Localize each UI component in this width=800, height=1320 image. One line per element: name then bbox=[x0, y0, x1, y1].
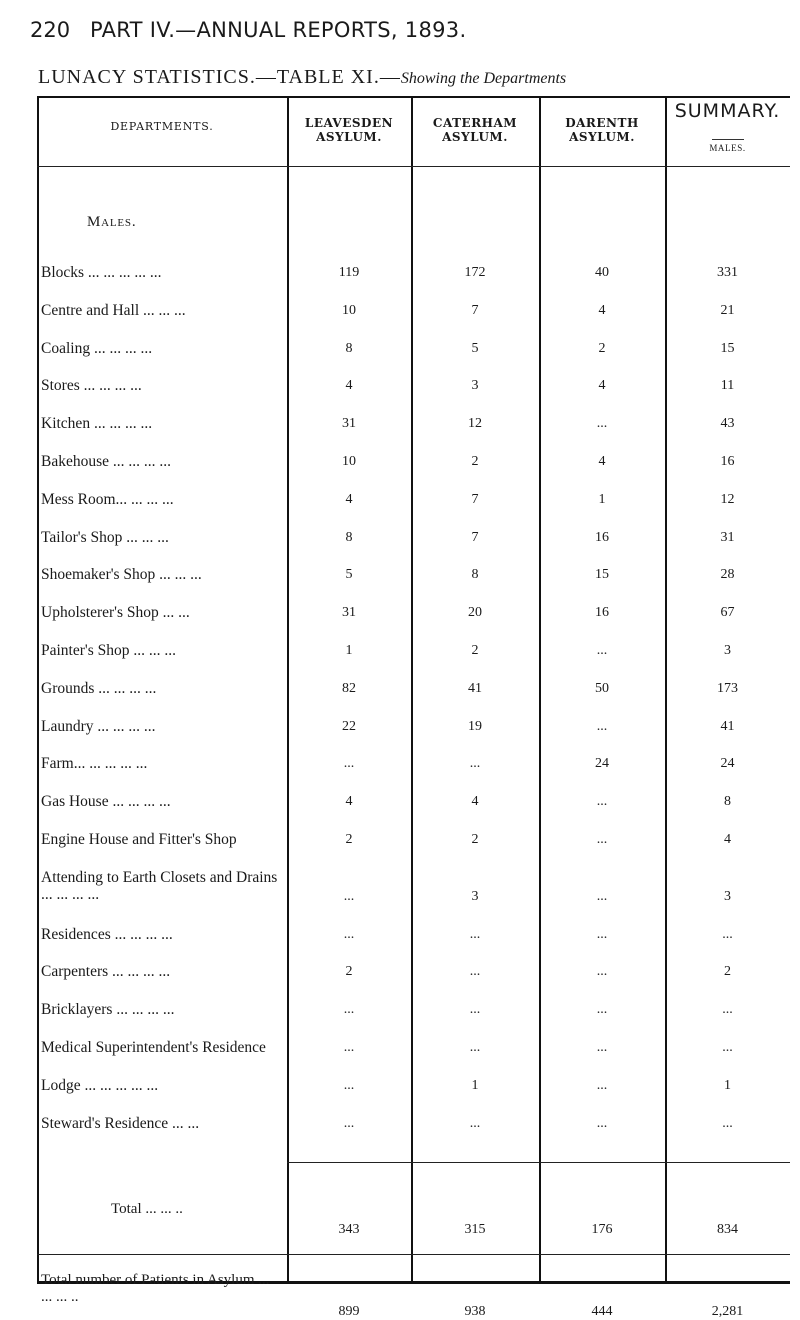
header-caterham bbox=[411, 116, 539, 144]
cell-summary: 16 bbox=[720, 454, 735, 469]
cell-darenth: ... bbox=[596, 416, 608, 432]
table-row bbox=[37, 755, 790, 793]
table-row bbox=[37, 793, 790, 831]
cell-darenth: ... bbox=[596, 718, 608, 734]
cell-summary: ... bbox=[722, 1115, 733, 1131]
total-leavesden: 343 bbox=[338, 1222, 360, 1237]
row-label: Farm... ... ... ... ... bbox=[41, 755, 148, 773]
cell-caterham: 4 bbox=[471, 794, 479, 810]
cell-leavesden: 10 bbox=[342, 302, 356, 318]
cell-caterham: 8 bbox=[471, 567, 479, 583]
row-label: Residences ... ... ... ... bbox=[41, 925, 173, 943]
table-row bbox=[37, 264, 790, 302]
table-subtitle: Showing the Departments bbox=[400, 70, 567, 87]
row-label: Mess Room... ... ... ... bbox=[41, 490, 174, 508]
table-row bbox=[37, 566, 790, 604]
row-label: Centre and Hall ... ... ... bbox=[41, 301, 186, 319]
cell-caterham: ... bbox=[469, 756, 481, 772]
row-label: Shoemaker's Shop ... ... ... bbox=[41, 566, 202, 584]
cell-caterham: ... bbox=[469, 1002, 481, 1018]
row-label: Medical Superintendent's Residence bbox=[41, 1039, 266, 1056]
cell-caterham: 5 bbox=[471, 340, 479, 356]
page-number: 220 bbox=[30, 18, 71, 42]
cell-caterham: 7 bbox=[471, 491, 479, 507]
cell-darenth: 4 bbox=[598, 378, 606, 394]
cell-leavesden: 22 bbox=[342, 718, 356, 734]
cell-summary: 24 bbox=[720, 756, 735, 772]
cell-caterham: ... bbox=[469, 964, 481, 980]
cell-leavesden: 8 bbox=[345, 340, 353, 356]
cell-darenth: 15 bbox=[595, 567, 609, 583]
cell-summary: 31 bbox=[720, 529, 735, 545]
cell-leavesden: 2 bbox=[345, 964, 353, 980]
cell-darenth: 16 bbox=[595, 529, 609, 545]
table-row bbox=[37, 302, 790, 340]
header-departments: DEPARTMENTS. bbox=[110, 120, 214, 133]
cell-leavesden: 31 bbox=[342, 605, 356, 621]
row-label: Coaling ... ... ... ... bbox=[41, 339, 153, 357]
table-row bbox=[37, 1077, 790, 1115]
cell-summary: 12 bbox=[720, 491, 735, 507]
table-top-rule bbox=[37, 96, 790, 98]
table-row bbox=[37, 1115, 790, 1153]
cell-darenth: ... bbox=[596, 888, 608, 904]
cell-caterham: ... bbox=[469, 1040, 481, 1055]
cell-darenth: ... bbox=[596, 1115, 608, 1131]
grand-total-caterham: 938 bbox=[464, 1304, 486, 1319]
cell-leavesden: ... bbox=[343, 1077, 355, 1093]
row-label: Bricklayers ... ... ... ... bbox=[41, 1001, 175, 1019]
section-males: Males. bbox=[87, 214, 137, 230]
cell-darenth: ... bbox=[596, 1002, 608, 1018]
cell-leavesden: 31 bbox=[342, 416, 356, 432]
cell-leavesden: ... bbox=[343, 1115, 355, 1131]
header-summary-sub bbox=[665, 139, 790, 153]
table-row bbox=[37, 415, 790, 453]
header-rule bbox=[37, 166, 790, 167]
row-label: Lodge ... ... ... ... ... bbox=[41, 1076, 159, 1094]
table-row bbox=[37, 831, 790, 869]
cell-summary: 3 bbox=[724, 643, 731, 658]
cell-summary: 21 bbox=[720, 302, 735, 318]
cell-darenth: ... bbox=[596, 794, 608, 810]
table-row bbox=[37, 680, 790, 718]
row-label: Upholsterer's Shop ... ... bbox=[41, 604, 190, 622]
table-row bbox=[37, 963, 790, 1001]
cell-darenth: 4 bbox=[598, 302, 606, 318]
grand-total-summary: 2,281 bbox=[711, 1304, 744, 1319]
cell-darenth: ... bbox=[596, 926, 608, 942]
row-label: Grounds ... ... ... ... bbox=[41, 679, 157, 697]
table-row bbox=[37, 491, 790, 529]
cell-caterham: 2 bbox=[471, 454, 479, 469]
row-label: Engine House and Fitter's Shop bbox=[41, 831, 237, 848]
row-label: Stores ... ... ... ... bbox=[41, 377, 142, 395]
cell-summary: 15 bbox=[720, 340, 735, 356]
cell-darenth: ... bbox=[596, 643, 608, 658]
row-label: Kitchen ... ... ... ... bbox=[41, 415, 153, 433]
row-label: Tailor's Shop ... ... ... bbox=[41, 528, 169, 546]
table-row bbox=[37, 869, 790, 907]
grand-total-rule bbox=[37, 1254, 790, 1255]
total-darenth: 176 bbox=[591, 1222, 613, 1237]
header-caterham-line1: CATERHAM bbox=[432, 116, 518, 130]
cell-caterham: 1 bbox=[471, 1077, 479, 1093]
cell-leavesden: 82 bbox=[342, 680, 356, 696]
total-caterham: 315 bbox=[464, 1222, 486, 1237]
cell-summary: 2 bbox=[724, 964, 731, 980]
cell-caterham: 7 bbox=[471, 529, 479, 545]
cell-leavesden: ... bbox=[343, 888, 355, 904]
cell-caterham: 3 bbox=[471, 888, 479, 904]
table-row bbox=[37, 453, 790, 491]
cell-caterham: 19 bbox=[468, 718, 482, 734]
row-label: Attending to Earth Closets and Drains ... ... ... ... bbox=[41, 868, 278, 903]
cell-leavesden: ... bbox=[343, 1040, 355, 1055]
cell-summary: 41 bbox=[720, 718, 735, 734]
cell-caterham: ... bbox=[469, 1115, 481, 1131]
table-row bbox=[37, 340, 790, 378]
cell-caterham: 12 bbox=[468, 416, 482, 432]
cell-summary: ... bbox=[722, 1002, 733, 1018]
cell-darenth: ... bbox=[596, 964, 608, 980]
header-summary-sub-label: MALES. bbox=[709, 143, 746, 153]
cell-leavesden: ... bbox=[343, 1002, 355, 1018]
total-summary: 834 bbox=[717, 1222, 738, 1237]
row-label: Laundry ... ... ... ... bbox=[41, 717, 156, 735]
cell-caterham: 20 bbox=[468, 605, 482, 621]
cell-darenth: 24 bbox=[595, 756, 609, 772]
cell-darenth: ... bbox=[596, 1077, 608, 1093]
cell-summary: 28 bbox=[720, 567, 735, 583]
cell-summary: 331 bbox=[717, 265, 738, 280]
cell-summary: ... bbox=[722, 926, 733, 942]
total-label: Total ... ... .. bbox=[111, 1201, 183, 1217]
cell-leavesden: 119 bbox=[338, 265, 360, 280]
cell-darenth: 50 bbox=[595, 680, 609, 696]
cell-summary: 43 bbox=[720, 416, 735, 432]
cell-leavesden: ... bbox=[343, 756, 355, 772]
cell-leavesden: 1 bbox=[345, 643, 353, 658]
cell-darenth: 4 bbox=[598, 454, 606, 469]
table-row bbox=[37, 377, 790, 415]
cell-darenth: 40 bbox=[595, 265, 609, 280]
cell-summary: 67 bbox=[720, 605, 735, 621]
cell-leavesden: ... bbox=[343, 926, 355, 942]
cell-darenth: 16 bbox=[595, 605, 609, 621]
cell-summary: 1 bbox=[724, 1077, 731, 1093]
grand-total-darenth: 444 bbox=[591, 1304, 613, 1319]
cell-caterham: 41 bbox=[468, 680, 482, 696]
grand-total-label: Total number of Patients in Asylum ... ... ... .. bbox=[41, 1272, 270, 1305]
row-label: Gas House ... ... ... ... bbox=[41, 793, 171, 811]
cell-summary: 11 bbox=[720, 378, 735, 394]
table-title bbox=[38, 66, 778, 89]
cell-caterham: 2 bbox=[471, 643, 479, 658]
header-darenth-line2: ASYLUM. bbox=[569, 130, 635, 144]
header-leavesden-line2: ASYLUM. bbox=[316, 130, 382, 144]
cell-darenth: 2 bbox=[598, 340, 606, 356]
cell-summary: 8 bbox=[724, 794, 731, 810]
cell-leavesden: 5 bbox=[345, 567, 353, 583]
header-summary: SUMMARY. bbox=[674, 100, 781, 122]
row-label: Painter's Shop ... ... ... bbox=[41, 642, 176, 659]
cell-summary: 173 bbox=[717, 680, 738, 696]
total-rule bbox=[287, 1162, 790, 1163]
cell-leavesden: 10 bbox=[342, 454, 356, 469]
grand-total-leavesden: 899 bbox=[338, 1304, 360, 1319]
cell-darenth: ... bbox=[596, 1040, 608, 1055]
table-row bbox=[37, 1039, 790, 1077]
header-caterham-line2: ASYLUM. bbox=[442, 130, 508, 144]
table-row bbox=[37, 718, 790, 756]
cell-darenth: 1 bbox=[598, 491, 606, 507]
cell-leavesden: 4 bbox=[345, 794, 353, 810]
row-label: Blocks ... ... ... ... ... bbox=[41, 264, 162, 281]
cell-caterham: 7 bbox=[471, 302, 479, 318]
table-title-main: LUNACY STATISTICS.—TABLE XI.— bbox=[38, 66, 401, 88]
table-row bbox=[37, 1001, 790, 1039]
table-row bbox=[37, 604, 790, 642]
running-head: PART IV.—ANNUAL REPORTS, 1893. bbox=[90, 18, 467, 42]
header-leavesden-line1: LEAVESDEN bbox=[304, 116, 394, 130]
cell-leavesden: 8 bbox=[345, 529, 353, 545]
cell-summary: ... bbox=[722, 1040, 733, 1055]
cell-summary: 4 bbox=[724, 832, 731, 847]
cell-caterham: 172 bbox=[464, 265, 486, 280]
cell-leavesden: 2 bbox=[345, 832, 353, 847]
header-darenth bbox=[539, 116, 665, 144]
row-label: Carpenters ... ... ... ... bbox=[41, 963, 171, 981]
row-label: Bakehouse ... ... ... ... bbox=[41, 453, 172, 470]
table-row bbox=[37, 926, 790, 964]
table-row bbox=[37, 642, 790, 680]
table-row bbox=[37, 529, 790, 567]
row-label: Steward's Residence ... ... bbox=[41, 1114, 200, 1132]
cell-caterham: 3 bbox=[471, 378, 479, 394]
running-header bbox=[30, 18, 770, 46]
cell-caterham: ... bbox=[469, 926, 481, 942]
cell-darenth: ... bbox=[596, 832, 608, 847]
cell-leavesden: 4 bbox=[345, 491, 353, 507]
header-leavesden bbox=[287, 116, 411, 144]
statistics-table bbox=[37, 96, 790, 1319]
cell-caterham: 2 bbox=[471, 832, 479, 847]
header-darenth-line1: DARENTH bbox=[565, 116, 639, 130]
cell-leavesden: 4 bbox=[345, 378, 353, 394]
cell-summary: 3 bbox=[724, 888, 731, 904]
